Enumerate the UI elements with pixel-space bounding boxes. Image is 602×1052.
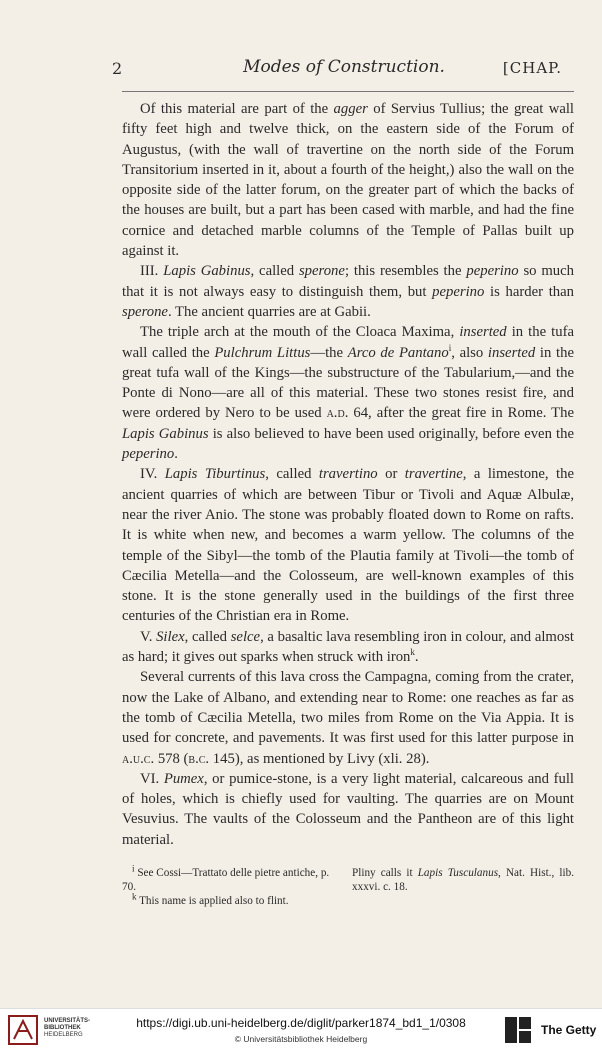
viewer-footer bbox=[0, 1008, 602, 1052]
footnote-i-continued: Pliny calls it Lapis Tusculanus, Nat. Hist., lib. xxxvi. c. 18. bbox=[352, 867, 574, 893]
running-title: Modes of Construction. bbox=[243, 57, 445, 77]
paragraph: III. Lapis Gabinus, called sperone; this resembles the peperino so much that it is not always easy to distinguish them, but peperino is harder than sperone. The ancient quarries are at Gabii. bbox=[122, 263, 575, 320]
paragraph: Several currents of this lava cross the Campagna, coming from the crater, now the Lake of Albano, and extending near to Rome: one reaches as far as the tomb of Cæcilia Metella, two miles from Rome on the Via Appia. It is used for concrete, and pavements. It was first used for this latter purpose in a.u.c. 578 (b.c. 145), as mentioned by Livy (xli. 28). bbox=[122, 669, 574, 767]
paragraph: V. Silex, called selce, a basaltic lava resembling iron in colour, and almost as hard; it gives out sparks when struck with iron$^k$. bbox=[122, 628, 574, 666]
footnotes bbox=[122, 863, 574, 908]
header-rule bbox=[122, 91, 574, 92]
getty-label: The Getty bbox=[541, 1023, 597, 1037]
copyright-notice: © Universitätsbibliothek Heidelberg bbox=[234, 1034, 368, 1044]
getty-logo-icon bbox=[503, 1015, 533, 1045]
paragraph: VI. Pumex, or pumice-stone, is a very light material, calcareous and full of holes, which is chiefly used for vaulting. The quarries are on Mount Vesuvius. The vaults of the Colosseum and the Pantheon are of this light material. bbox=[122, 770, 575, 848]
institution-name: UNIVERSITÄTS- BIBLIOTHEK HEIDELBERG bbox=[44, 1018, 91, 1038]
permalink-url[interactable]: https://digi.ub.uni-heidelberg.de/diglit/parker1874_bd1_1/0308 bbox=[136, 1016, 466, 1030]
chapter-marker: [CHAP. bbox=[502, 59, 562, 77]
footnote-k: $^k$ This name is applied also to flint. bbox=[132, 891, 289, 907]
footnote-i: $^i$ See Cossi—Trattato delle pietre antiche, p. 70. bbox=[122, 863, 330, 893]
running-header bbox=[112, 55, 576, 85]
paragraph: Of this material are part of the agger of Servius Tullius; the great wall fifty feet high and twelve thick, on the eastern side of the Forum of Augustus, (with the wall of travertine on the north side of the Forum Transitorium inserted in it, about a fourth of the height,) also the wall on the opposite side of the latter forum, on the greater part of which the backs of the houses are built, but a part has been cased with marble, and had the fine cornice and detached marble columns of the Temple of Pallas built up against it. bbox=[122, 101, 574, 260]
paragraph: IV. Lapis Tiburtinus, called travertino or travertine, a limestone, the ancient quarries of which are between Tibur or Tivoli and Aquæ Albulæ, near the river Anio. The stone was probably floated down to Rome on rafts. It is white when new, and becomes a warm yellow. The columns of the temple of the Sibyl—the tomb of the Plautia family at Tivoli—the tomb of Cæcilia Metella—and the Colosseum, are well-known examples of this stone. It is the stone generally used in the buildings of the first three centuries of the Christian era in Rome. bbox=[122, 466, 574, 625]
paragraph: The triple arch at the mouth of the Cloaca Maxima, inserted in the tufa wall called the Pulchrum Littus—the Arco de Pantano$^i$, also inserted in the great tufa wall of the Kings—the substructure of the Tabularium,—and the Ponte di Nono—are all of this material. These two stones resist fire, and were ordered by Nero to be used a.d. 64, after the great fire in Rome. The Lapis Gabinus is also believed to have been used originally, before even the peperino. bbox=[122, 324, 575, 463]
page-number: 2 bbox=[112, 59, 123, 78]
body-text bbox=[122, 99, 574, 850]
